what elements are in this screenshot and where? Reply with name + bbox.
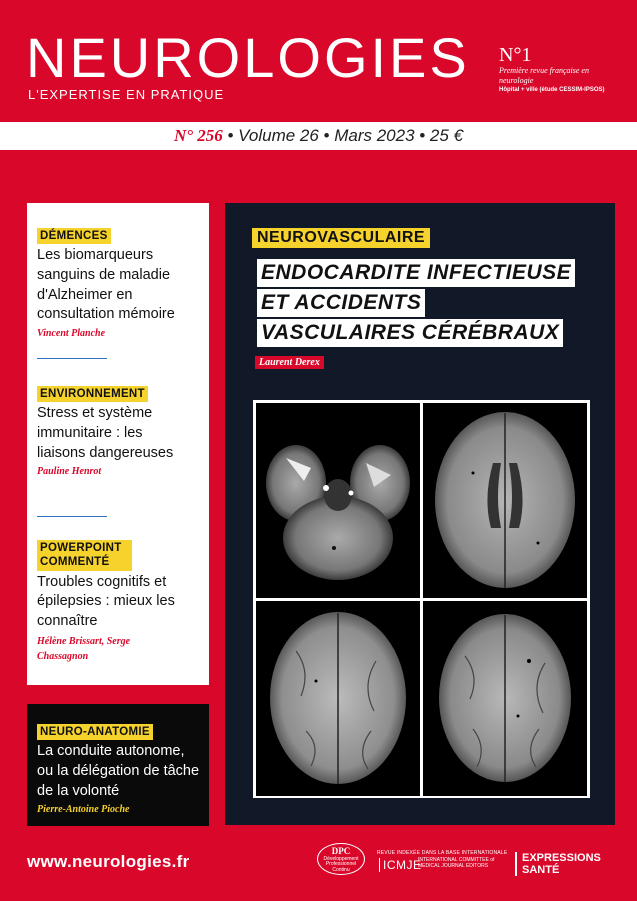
section-neuroanatomy	[37, 722, 202, 815]
section-divider	[37, 358, 107, 359]
section-headline[interactable]: Stress et système immunitaire : les liaisons dangereuses	[37, 405, 174, 461]
section-tag: ENVIRONNEMENT	[37, 386, 148, 402]
masthead-title: NEUROLOGIES	[26, 26, 470, 89]
publisher-line-2: SANTÉ	[522, 864, 560, 877]
feature-title-line-3[interactable]: VASCULAIRES CÉRÉBRAUX	[257, 319, 563, 347]
feature-author: Laurent Derex	[255, 356, 324, 369]
mri-scan-upper-left	[256, 601, 420, 796]
issue-number: N° 256	[173, 126, 223, 145]
sidebar-panel	[27, 203, 209, 685]
section-environment	[37, 384, 177, 477]
feature-title-line-2[interactable]: ET ACCIDENTS	[257, 289, 425, 317]
dpc-logo	[317, 843, 365, 875]
mri-scan-upper-right	[423, 601, 587, 796]
section-divider	[37, 516, 107, 517]
section-tag: NEURO-ANATOMIE	[37, 724, 153, 740]
mri-image-grid	[253, 400, 590, 798]
mri-scan-posterior-fossa	[256, 403, 420, 598]
dpc-label: DPC	[331, 846, 351, 856]
feature-title-line-1[interactable]: ENDOCARDITE INFECTIEUSE	[257, 259, 575, 287]
section-headline[interactable]: La conduite autonome, ou la délégation de tâche de la volonté	[37, 743, 200, 799]
neuroanatomy-panel	[27, 704, 209, 826]
mri-scan-ventricles	[423, 403, 587, 598]
section-tag: POWERPOINT COMMENTÉ	[37, 540, 132, 571]
section-tag: DÉMENCES	[37, 228, 111, 244]
section-author: Pierre-Antoine Pioche	[37, 804, 130, 816]
feature-tag: NEUROVASCULAIRE	[252, 228, 430, 248]
icmje-subtitle: INTERNATIONAL COMMITTEE of MEDICAL JOURNAL EDITORS	[418, 857, 495, 869]
feature-panel	[225, 203, 615, 825]
publisher-line-1: EXPRESSIONS	[522, 852, 601, 864]
issue-bar	[0, 122, 637, 150]
icmje-header: REVUE INDEXÉE DANS LA BASE INTERNATIONALE	[377, 850, 508, 856]
masthead-subtitle: L'EXPERTISE EN PRATIQUE	[28, 87, 225, 102]
section-author: Hélène Brissart, Serge Chassagnon	[37, 636, 131, 663]
dpc-text: Développement Professionnel Continu	[323, 855, 359, 873]
badge-small: Hôpital + ville (étude CESSIM-IPSOS)	[499, 87, 605, 93]
section-powerpoint	[37, 540, 202, 664]
badge-text: Première revue française en neurologie	[499, 66, 589, 85]
publisher-logo	[515, 852, 601, 876]
section-dementias	[37, 226, 202, 339]
website-link[interactable]: www.neurologies.fr	[27, 852, 190, 871]
badge-number: N°1	[499, 44, 532, 66]
section-author: Vincent Planche	[37, 327, 106, 339]
issue-details: • Volume 26 • Mars 2023 • 25 €	[222, 126, 464, 145]
section-headline[interactable]: Les biomarqueurs sanguins de maladie d'Alzheimer en consultation mémoire	[37, 247, 175, 323]
section-author: Pauline Henrot	[37, 466, 102, 478]
section-headline[interactable]: Troubles cognitifs et épilepsies : mieux les connaître	[37, 573, 175, 629]
icmje-logo: ICMJE	[379, 858, 422, 872]
